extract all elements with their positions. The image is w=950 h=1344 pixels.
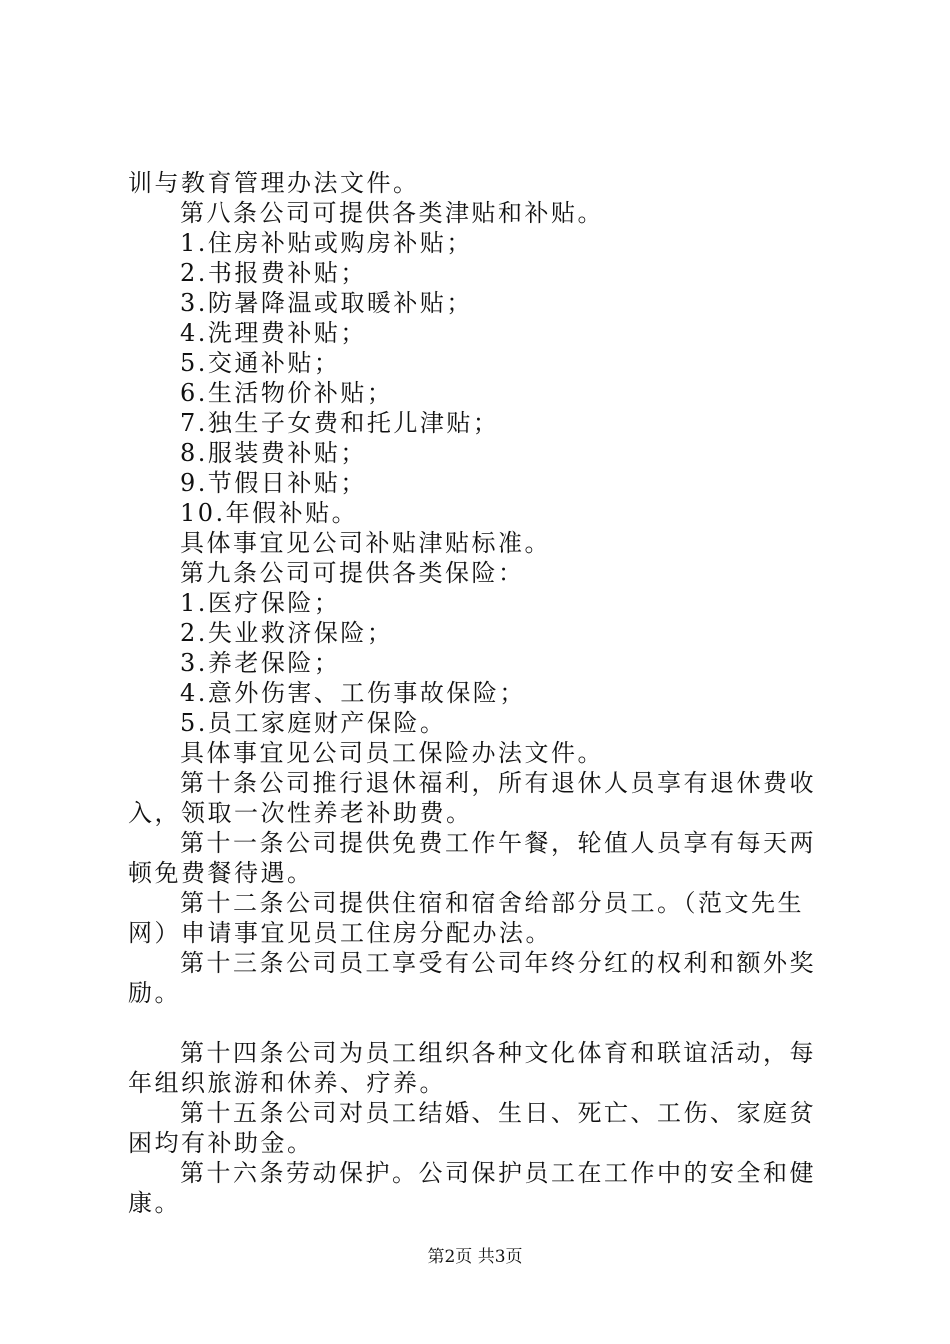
paragraph: 5.交通补贴；: [180, 349, 341, 377]
paragraph: 3.养老保险；: [180, 649, 341, 677]
paragraph-spacer: [128, 1008, 838, 1038]
paragraph: 具体事宜见公司员工保险办法文件。: [180, 739, 604, 767]
paragraph: 训与教育管理办法文件。: [128, 169, 420, 197]
paragraph: 3.防暑降温或取暖补贴；: [180, 289, 473, 317]
paragraph: 8.服装费补贴；: [180, 439, 367, 467]
paragraph: 1.住房补贴或购房补贴；: [180, 229, 473, 257]
page-footer: 第2页 共3页: [427, 1247, 523, 1267]
paragraph: 第十二条公司提供住宿和宿舍给部分员工。（范文先生网）申请事宜见员工住房分配办法。: [128, 889, 804, 947]
paragraph: 4.洗理费补贴；: [180, 319, 367, 347]
paragraph: 第十五条公司对员工结婚、生日、死亡、工伤、家庭贫困均有补助金。: [128, 1099, 816, 1157]
paragraph: 第十条公司推行退休福利，所有退休人员享有退休费收入，领取一次性养老补助费。: [128, 769, 816, 827]
paragraph: 第十三条公司员工享受有公司年终分红的权利和额外奖励。: [128, 949, 816, 1007]
paragraph: 9.节假日补贴；: [180, 469, 367, 497]
paragraph: 第十一条公司提供免费工作午餐，轮值人员享有每天两顿免费餐待遇。: [128, 829, 816, 887]
paragraph: 1.医疗保险；: [180, 589, 341, 617]
paragraph: 第十六条劳动保护。公司保护员工在工作中的安全和健康。: [128, 1159, 816, 1217]
paragraph: 4.意外伤害、工伤事故保险；: [180, 679, 526, 707]
paragraph: 第八条公司可提供各类津贴和补贴。: [180, 199, 604, 227]
paragraph: 第九条公司可提供各类保险：: [180, 559, 525, 587]
paragraph: 10.年假补贴。: [180, 499, 359, 527]
paragraph: 6.生活物价补贴；: [180, 379, 394, 407]
paragraph: 5.员工家庭财产保险。: [180, 709, 447, 737]
paragraph: 具体事宜见公司补贴津贴标准。: [180, 529, 551, 557]
document-body: [128, 168, 838, 1218]
paragraph: 2.书报费补贴；: [180, 259, 367, 287]
paragraph: 2.失业救济保险；: [180, 619, 394, 647]
paragraph: 第十四条公司为员工组织各种文化体育和联谊活动，每年组织旅游和休养、疗养。: [128, 1039, 816, 1097]
paragraph: 7.独生子女费和托儿津贴；: [180, 409, 500, 437]
